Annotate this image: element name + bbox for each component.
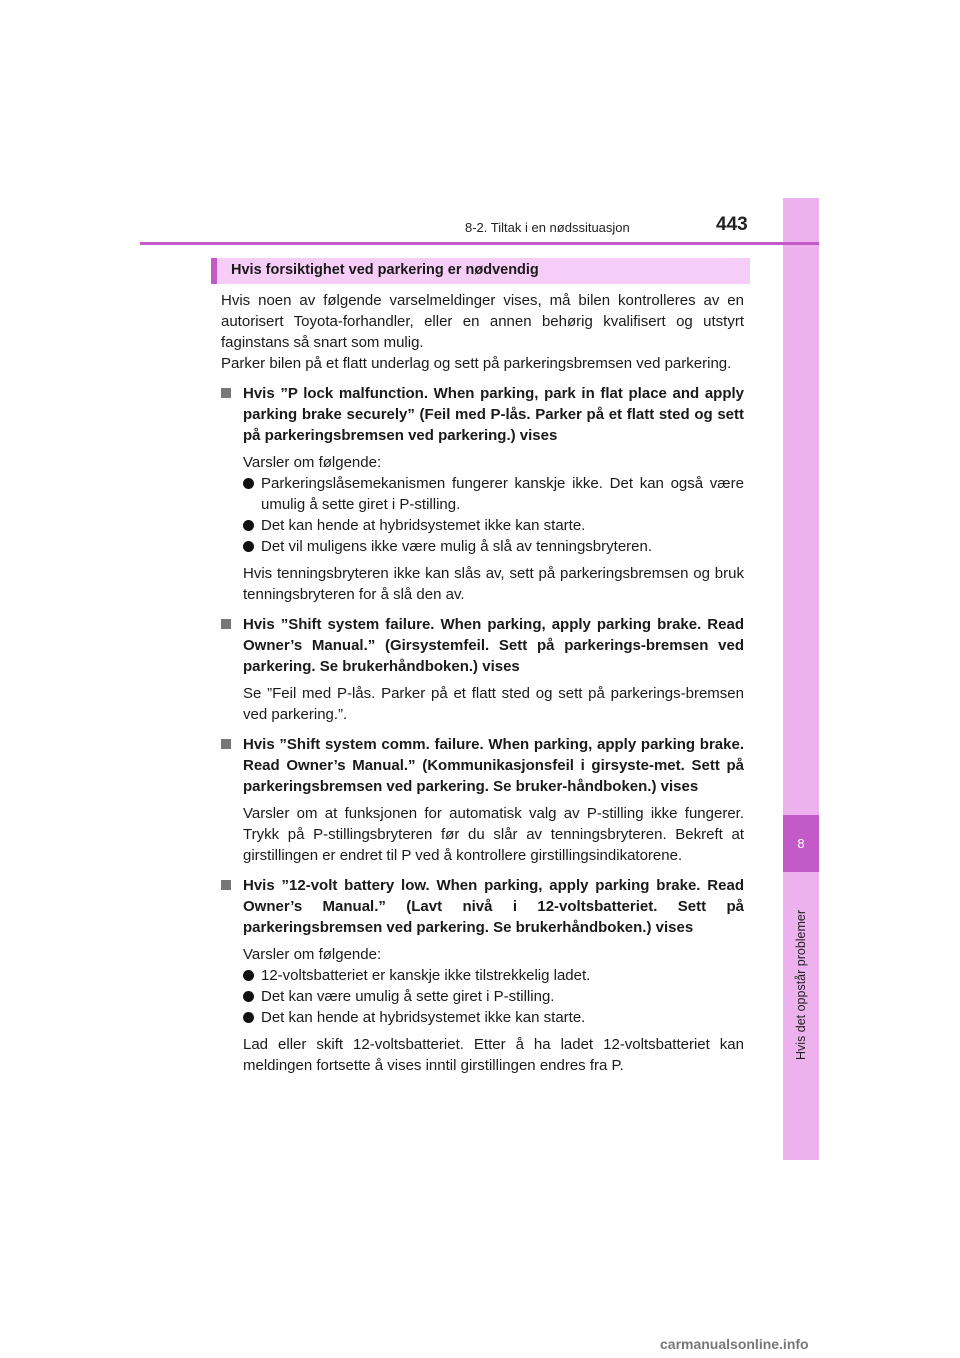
square-bullet-icon bbox=[221, 739, 231, 749]
watermark: carmanualsonline.info bbox=[660, 1336, 809, 1352]
section-lead: Varsler om følgende: bbox=[243, 946, 382, 963]
section-heading: Hvis ”Shift system failure. When parking, apply parking brake. Read Owner’s Manual.” (Girsystemfeil. Sett på parkerings-bremsen ved parkering. Se brukerhåndboken.) vises bbox=[221, 614, 744, 677]
page-number: 443 bbox=[716, 214, 748, 235]
chapter-number-box: 8 bbox=[783, 815, 819, 872]
section-title: 8-2. Tiltak i en nødssituasjon bbox=[465, 220, 630, 235]
caution-banner bbox=[211, 258, 750, 284]
circle-bullet-icon bbox=[243, 991, 254, 1002]
circle-bullet-icon bbox=[243, 520, 254, 531]
list-item: Det kan hende at hybridsystemet ikke kan starte. bbox=[221, 1007, 744, 1028]
square-bullet-icon bbox=[221, 880, 231, 890]
chapter-title: Hvis det oppstår problemer bbox=[794, 909, 808, 1061]
circle-bullet-icon bbox=[243, 970, 254, 981]
square-bullet-icon bbox=[221, 619, 231, 629]
section-lead: Se ”Feil med P-lås. Parker på et flatt sted og sett på parkerings-bremsen ved parkering.”. bbox=[243, 685, 744, 723]
header-rule bbox=[140, 242, 819, 245]
square-bullet-icon bbox=[221, 388, 231, 398]
intro-paragraph: Parker bilen på et flatt underlag og sett på parkeringsbremsen ved parkering. bbox=[221, 355, 732, 372]
list-item: 12-voltsbatteriet er kanskje ikke tilstrekkelig ladet. bbox=[221, 965, 744, 986]
circle-bullet-icon bbox=[243, 541, 254, 552]
circle-bullet-icon bbox=[243, 1012, 254, 1023]
section-heading: Hvis ”12-volt battery low. When parking, apply parking brake. Read Owner’s Manual.” (Lavt nivå i 12-voltsbatteriet. Sett på parkeringsbremsen ved parkering. Se brukerhåndboken.) vises bbox=[221, 875, 744, 938]
list-item: Det kan hende at hybridsystemet ikke kan starte. bbox=[221, 515, 744, 536]
content bbox=[221, 290, 744, 1076]
list-item: Parkeringslåsemekanismen fungerer kanskje ikke. Det kan også være umulig å sette giret i P-stilling. bbox=[221, 473, 744, 515]
banner-title: Hvis forsiktighet ved parkering er nødvendig bbox=[231, 262, 539, 278]
section-lead: Varsler om følgende: bbox=[243, 454, 382, 471]
section-heading: Hvis ”Shift system comm. failure. When parking, apply parking brake. Read Owner’s Manual.” (Kommunikasjonsfeil i girsyste-met. Sett på parkeringsbremsen ved parkering. Se bruker-håndboken.) vises bbox=[221, 734, 744, 797]
intro-paragraph: Hvis noen av følgende varselmeldinger vises, må bilen kontrolleres av en autorisert Toyota-forhandler, eller en annen behørig kvalifisert og utstyrt faginstans så snart som mulig. bbox=[221, 292, 744, 351]
section-tail: Lad eller skift 12-voltsbatteriet. Etter å ha ladet 12-voltsbatteriet kan meldingen fortsette å vises inntil girstillingen endres fra P. bbox=[243, 1036, 744, 1074]
section-tail: Hvis tenningsbryteren ikke kan slås av, sett på parkeringsbremsen og bruk tenningsbryteren for å slå den av. bbox=[243, 565, 744, 603]
section-heading: Hvis ”P lock malfunction. When parking, park in flat place and apply parking brake securely” (Feil med P-lås. Parker på et flatt sted og sett på parkeringsbremsen ved parkering.) vises bbox=[221, 383, 744, 446]
circle-bullet-icon bbox=[243, 478, 254, 489]
list-item: Det vil muligens ikke være mulig å slå av tenningsbryteren. bbox=[221, 536, 744, 557]
list-item: Det kan være umulig å sette giret i P-stilling. bbox=[221, 986, 744, 1007]
section-lead: Varsler om at funksjonen for automatisk valg av P-stilling ikke fungerer. Trykk på P-stillingsbryteren før du slår av tenningsbryteren. Bekreft at girstillingen er endret til P ved å kontrollere girstillingsindikatorene. bbox=[243, 805, 744, 864]
